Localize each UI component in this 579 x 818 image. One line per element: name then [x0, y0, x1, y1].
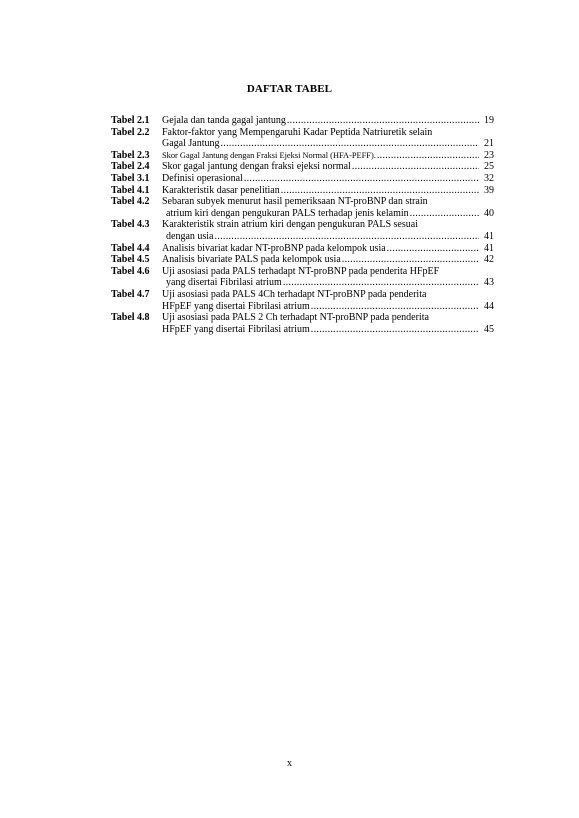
page-ref: 25 — [484, 161, 494, 173]
list-item — [111, 254, 494, 266]
page-ref: 41 — [484, 242, 494, 254]
table-of-tables — [111, 115, 494, 335]
table-caption: Analisis bivariate PALS pada kelompok usia — [162, 254, 341, 266]
leader-dots — [387, 243, 479, 255]
table-label: Tabel 4.1 — [111, 184, 150, 196]
table-caption: Uji asosiasi pada PALS 4Ch terhadapt NT-proBNP pada penderita — [162, 288, 427, 300]
page-ref: 45 — [484, 323, 494, 335]
table-caption: Uji asosiasi pada PALS 2 Ch terhadapt NT-proBNP pada penderita — [162, 312, 429, 324]
page-ref: 32 — [484, 172, 494, 184]
page-ref: 19 — [484, 115, 494, 126]
leader-dots — [283, 277, 479, 289]
table-caption-continued: atrium kiri dengan pengukuran PALS terhadap jenis kelamin — [166, 207, 409, 219]
table-caption: Sebaran subyek menurut hasil pemeriksaan NT-proBNP dan strain — [162, 196, 428, 208]
page-ref: 39 — [484, 184, 494, 196]
page-ref: 43 — [484, 277, 494, 289]
list-item — [111, 161, 494, 173]
page-ref: 23 — [484, 149, 494, 161]
page-ref: 42 — [484, 254, 494, 266]
list-item — [111, 289, 494, 312]
table-caption-continued: HFpEF yang disertai Fibrilasi atrium — [162, 300, 310, 312]
list-item — [111, 185, 494, 197]
table-caption: Definisi operasional — [162, 172, 243, 184]
leader-dots — [221, 138, 480, 150]
leader-dots — [287, 115, 479, 127]
page-title: DAFTAR TABEL — [246, 83, 333, 95]
page-ref: 44 — [484, 300, 494, 312]
table-caption: Uji asosiasi pada PALS terhadapt NT-proBNP pada penderita HFpEF — [162, 265, 440, 277]
table-label: Tabel 4.6 — [111, 265, 150, 277]
table-label: Tabel 3.1 — [111, 172, 150, 184]
table-label: Tabel 2.2 — [111, 126, 150, 138]
page-ref: 21 — [484, 138, 494, 150]
table-caption: Karakteristik dasar penelitian — [162, 184, 280, 196]
list-item — [111, 196, 494, 219]
list-item — [111, 127, 494, 150]
table-label: Tabel 4.8 — [111, 312, 150, 324]
list-item — [111, 150, 494, 162]
table-label: Tabel 2.1 — [111, 115, 150, 126]
table-caption: Skor Gagal Jantung dengan Fraksi Ejeksi Normal (HFA-PEFF). — [162, 150, 376, 160]
leader-dots — [244, 173, 479, 185]
list-item — [111, 173, 494, 185]
table-caption: Karakteristik strain atrium kiri dengan pengukuran PALS sesuai — [162, 219, 418, 231]
table-label: Tabel 4.3 — [111, 219, 150, 231]
table-caption-continued: dengan usia — [166, 230, 214, 242]
table-label: Tabel 4.4 — [111, 242, 150, 254]
leader-dots — [352, 161, 479, 173]
table-label: Tabel 4.2 — [111, 196, 150, 208]
list-item — [111, 219, 494, 242]
table-caption: Analisis bivariat kadar NT-proBNP pada kelompok usia — [162, 242, 386, 254]
leader-dots — [311, 324, 479, 336]
leader-dots — [215, 231, 480, 243]
table-label: Tabel 2.3 — [111, 149, 150, 161]
page-ref: 41 — [484, 230, 494, 242]
leader-dots — [377, 150, 479, 162]
table-label: Tabel 4.5 — [111, 254, 150, 266]
leader-dots — [342, 254, 479, 266]
table-label: Tabel 4.7 — [111, 288, 150, 300]
table-label: Tabel 2.4 — [111, 161, 150, 173]
page-ref: 40 — [484, 207, 494, 219]
table-caption-continued: yang disertai Fibrilasi atrium — [166, 277, 282, 289]
list-item — [111, 243, 494, 255]
page-number: x — [287, 758, 292, 769]
list-item — [111, 266, 494, 289]
list-item — [111, 115, 494, 127]
leader-dots — [281, 185, 479, 197]
leader-dots — [410, 208, 479, 220]
table-caption-continued: HFpEF yang disertai Fibrilasi atrium — [162, 323, 310, 335]
list-item — [111, 312, 494, 335]
table-caption: Gejala dan tanda gagal jantung — [162, 115, 286, 126]
leader-dots — [311, 301, 479, 313]
table-caption-continued: Gagal Jantung — [162, 138, 220, 150]
table-caption: Faktor-faktor yang Mempengaruhi Kadar Peptida Natriuretik selain — [162, 126, 433, 138]
table-caption: Skor gagal jantung dengan fraksi ejeksi normal — [162, 161, 351, 173]
